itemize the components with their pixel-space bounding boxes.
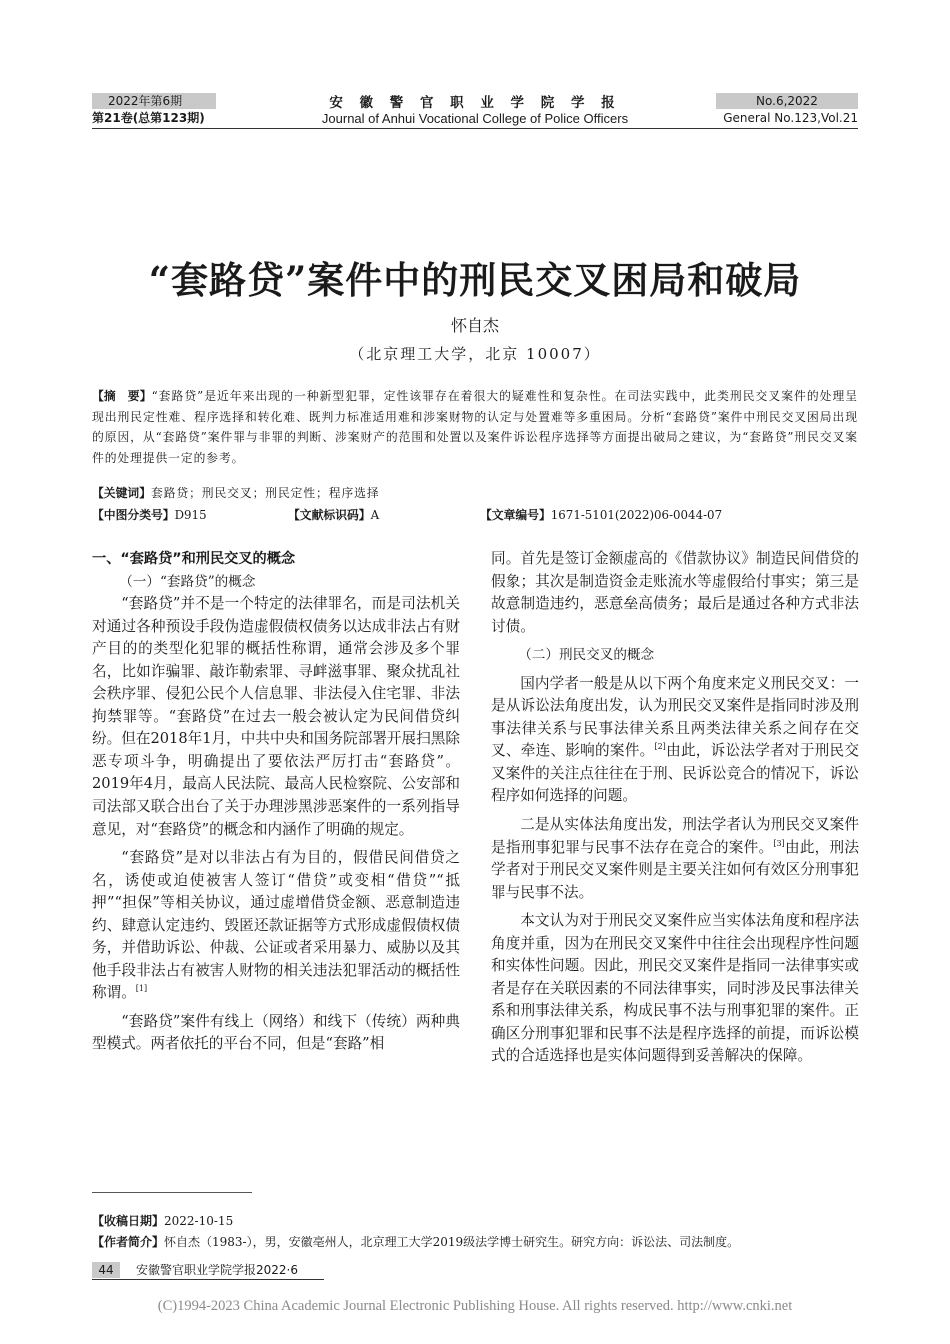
keywords-label: 【关键词】 xyxy=(92,486,151,500)
header-issue-en: No.6,2022 xyxy=(716,93,858,109)
body-column-left xyxy=(92,548,460,1056)
copyright-notice: (C)1994-2023 China Academic Journal Electronic Publishing House. All rights reserved. http://www.cnki.net xyxy=(157,1298,793,1314)
paragraph-text: 二是从实体法角度出发，刑法学者认为刑民交叉案件是指刑事犯罪与民事不法存在竞合的案件。 xyxy=(491,816,859,856)
section-heading: 一、“套路贷”和刑民交叉的概念 xyxy=(92,551,296,567)
keywords xyxy=(92,484,380,501)
paragraph-text: 国内学者一般是从以下两个角度来定义刑民交叉：一是从诉讼法角度出发，认为刑民交叉案件是指同时涉及刑事法律关系与民事法律关系且两类法律关系之间存在交叉、牵连、影响的案件。 xyxy=(491,674,859,760)
classification-label: 【中图分类号】 xyxy=(92,508,175,522)
page-number: 44 xyxy=(92,1262,120,1278)
paragraph xyxy=(92,847,460,1005)
author-bio-text: 怀自杰（1983-），男，安徽亳州人，北京理工大学2019级法学博士研究生。研究方向：诉讼法、司法制度。 xyxy=(164,1235,740,1249)
abstract-text: “套路贷”是近年来出现的一种新型犯罪，定性该罪存在着很大的疑难性和复杂性。在司法实践中，此类刑民交叉案件的处理呈现出刑民定性难、程序选择和转化难、既判力标准适用难和涉案财物的认定与处置难等多重困局。分析“套路贷”案件中刑民交叉困局出现的原因，从“套路贷”案件罪与非罪的判断、涉案财产的范围和处置以及案件诉讼程序选择等方面提出破局之建议，为“套路贷”刑民交叉案件的处理提供一定的参考。 xyxy=(92,389,858,465)
author-bio xyxy=(92,1233,739,1250)
classification xyxy=(92,506,207,523)
citation-ref: [3] xyxy=(773,838,785,848)
citation-ref: [1] xyxy=(135,984,148,994)
classification-value: D915 xyxy=(174,508,207,522)
header-volume-en: General No.123,Vol.21 xyxy=(723,111,858,125)
paragraph: 本文认为对于刑民交叉案件应当实体法角度和程序法角度并重，因为在刑民交叉案件中往往会出现程序性问题和实体性问题。因此，刑民交叉案件是指同一法律事实或者是存在关联因素的不同法律事实，同时涉及民事法律关系和刑事法律关系，构成民事不法与刑事犯罪的案件。正确区分刑事犯罪和民事不法是程序选择的前提，而诉讼模式的合适选择也是实体问题得到妥善解决的保障。 xyxy=(491,912,859,1065)
received-label: 【收稿日期】 xyxy=(92,1214,165,1228)
article-author: 怀自杰 xyxy=(450,316,499,335)
keywords-text: 套路贷；刑民交叉；刑民定性；程序选择 xyxy=(151,486,380,500)
paragraph: “套路贷”并不是一个特定的法律罪名，而是司法机关对通过各种预设手段伪造虚假债权债务以达成非法占有财产目的的类型化犯罪的概括性称谓，通常会涉及多个罪名，比如诈骗罪、敲诈勒索罪、寻衅滋事罪、聚众扰乱社会秩序罪、侵犯公民个人信息罪、非法侵入住宅罪、非法拘禁罪等。“套路贷”在过去一般会被认定为民间借贷纠纷。但在2018年1月，中共中央和国务院部署开展扫黑除恶专项斗争，明确提出了要依法严厉打击“套路贷”。2019年4月，最高人民法院、最高人民检察院、公安部和司法部又联合出台了关于办理涉黑涉恶案件的一系列指导意见，对“套路贷”的概念和内涵作了明确的规定。 xyxy=(92,595,460,838)
footnote-rule xyxy=(92,1192,252,1193)
subsection-heading: （二）刑民交叉的概念 xyxy=(518,647,655,664)
header-volume: 第21卷(总第123期) xyxy=(92,111,205,125)
doc-code-value: A xyxy=(370,508,380,522)
body-column-right xyxy=(491,548,859,1068)
paragraph-text: 由此，诉讼法学者对于刑民交叉案件的关注点往往在于刑、民诉讼竞合的情况下，诉讼程序如何选择的问题。 xyxy=(491,742,859,805)
journal-name-cn: 安 徽 警 官 职 业 学 院 学 报 xyxy=(329,95,621,111)
footer-rule xyxy=(92,1279,324,1280)
received-date xyxy=(92,1212,233,1229)
article-number-value: 1671-5101(2022)06-0044-07 xyxy=(550,508,723,522)
header-issue: 2022年第6期 xyxy=(92,93,216,109)
paragraph: “套路贷”案件有线上（网络）和线下（传统）两种典型模式。两者依托的平台不同，但是“套路”相 xyxy=(92,1012,460,1053)
header-rule xyxy=(92,128,858,129)
journal-name-en: Journal of Anhui Vocational College of Police Officers xyxy=(321,111,629,126)
article-title: “套路贷”案件中的刑民交叉困局和破局 xyxy=(148,258,802,302)
article-number xyxy=(480,506,722,523)
doc-code xyxy=(288,506,379,523)
doc-code-label: 【文献标识码】 xyxy=(288,508,371,522)
article-number-label: 【文章编号】 xyxy=(480,508,551,522)
subsection-heading: （一）“套路贷”的概念 xyxy=(119,573,256,590)
paragraph xyxy=(491,814,859,904)
received-value: 2022-10-15 xyxy=(164,1214,234,1228)
citation-ref: [2] xyxy=(654,742,666,752)
paragraph-text: 由此，刑法学者对于刑民交叉案件则是主要关注如何有效区分刑事犯罪与民事不法。 xyxy=(491,838,859,901)
abstract-label: 【摘 要】 xyxy=(92,389,152,403)
paragraph xyxy=(491,673,859,808)
paragraph-text: “套路贷”是对以非法占有为目的，假借民间借贷之名，诱使或迫使被害人签订“借贷”或变相“借贷”“抵押”“担保”等相关协议，通过虚增借贷金额、恶意制造违约、肆意认定违约、毁匿还款证据等方式形成虚假债权债务，并借助诉讼、仲裁、公证或者采用暴力、威胁以及其他手段非法占有被害人财物的相关违法犯罪活动的概括性称谓。 xyxy=(92,849,460,1002)
footer-journal: 安徽警官职业学院学报2022·6 xyxy=(136,1263,298,1277)
author-affiliation: （北京理工大学，北京 10007） xyxy=(349,345,601,363)
author-bio-label: 【作者简介】 xyxy=(92,1235,165,1249)
paragraph: 同。首先是签订金额虚高的《借款协议》制造民间借贷的假象；其次是制造资金走账流水等虚假给付事实；第三是故意制造违约，恶意垒高债务；最后是通过各种方式非法讨债。 xyxy=(491,550,859,635)
abstract xyxy=(92,386,858,468)
